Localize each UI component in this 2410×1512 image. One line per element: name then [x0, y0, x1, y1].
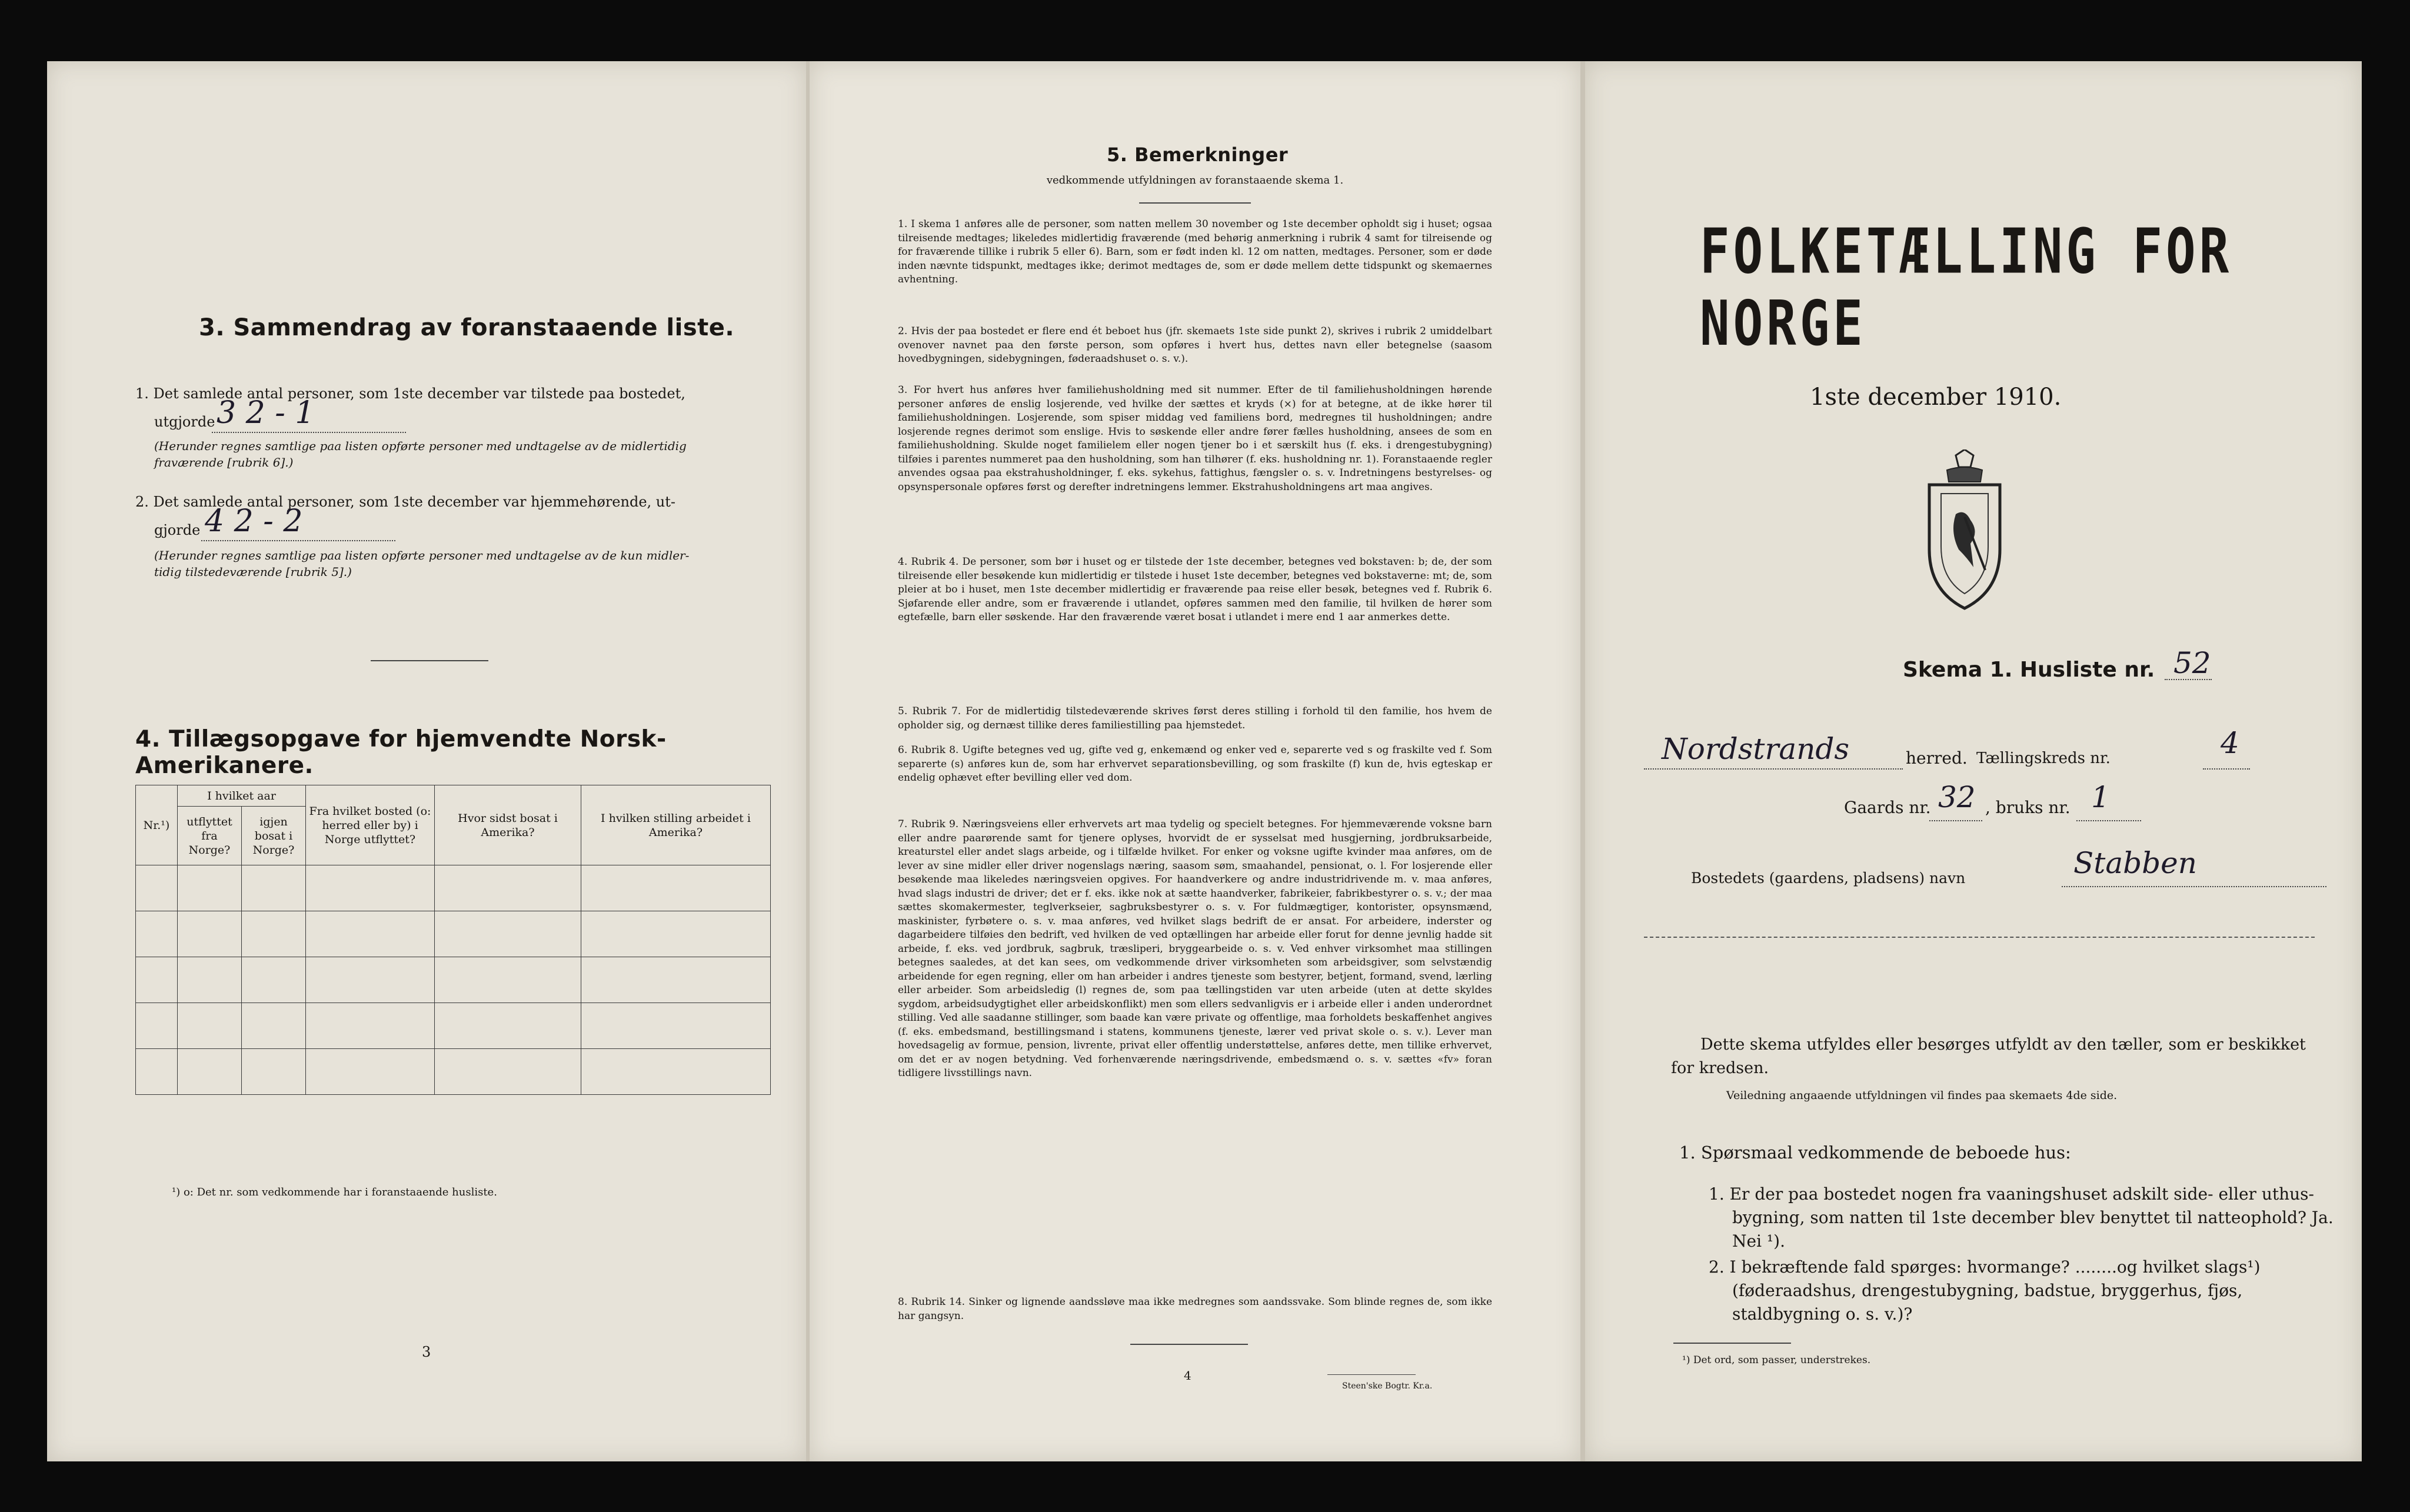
taellingskreds-label: Tællingskreds nr.	[1976, 750, 2111, 767]
remark-8: 8. Rubrik 14. Sinker og lignende aandssløve maa ikke medregnes som aandssvake. Som blinde regnes de, som ikke har gangsyn.	[898, 1296, 1492, 1322]
summary-item2-note2: tidig tilstedeværende [rubrik 5].)	[154, 565, 352, 579]
section4-title: 4. Tillægsopgave for hjemvendte Norsk-Amerikanere.	[135, 726, 667, 779]
gaards-line	[1929, 820, 1982, 821]
summary-item1-prefix: utgjorde	[154, 414, 215, 430]
summary-item1-note2: fraværende [rubrik 6].)	[154, 455, 294, 469]
summary-item1-note: (Herunder regnes samtlige paa listen opførte personer med undtagelse av de midlertidig	[154, 439, 687, 453]
cut-line	[1644, 937, 2315, 938]
remark-5: 5. Rubrik 7. For de midlertidig tilstedeværende skrives først deres stilling i forhold til den familie, hos hvem de opholder sig, og dernæst tillike deres familiestilling paa hjemstedet.	[898, 705, 1492, 731]
remark-7: 7. Rubrik 9. Næringsveiens eller erhvervets art maa tydelig og specielt betegnes. For hjemmeværende voksne barn eller andre paarørende samt for tjenere oplyses, hvorvidt de er sysselsat med husgjerning, jordbruksarbeide, kreaturstel eller andet slags arbeide, og i tilfælde hvilket. For enker og voksne ugifte kvinder maa anføres, om de lever av sine midler eller driver nogenslags næring, saasom søm, smaahandel, pensionat, o. l. For losjerende eller besøkende maa likeledes næringsveien opgives. For haandverkere og andre industridrivende m. v. maa anføres, hvad slags industri de driver; det er f. eks. ikke nok at sætte haandverker, fabrikeier, fabrikbestyrer o. s. v.; der maa sættes skomakermester, teglverkseier, sagbruksbestyrer o. s. v. For fuldmægtiger, kontorister, opsynsmænd, maskinister, fyrbøtere o. s. v. maa anføres, ved hvilket slags bedrift de er ansat. For arbeidere, inderster og dagarbeidere tilføies den bedrift, ved hvilken de ved optællingen har arbeide eller forut for denne jevnlig hadde sit arbeide, f. eks. ved jordbruk, sagbruk, træsliperi, bryggearbeide o. s. v. Ved enhver virksomhet maa stillingen betegnes saaledes, at det kan sees, om vedkommende driver virksomheten som arbeidsgiver, som selvstændig arbeidende for egen regning, eller om han arbeider i andres tjeneste som bestyrer, betjent, formand, svend, lærling eller arbeider. Som arbeidsledig (l) regnes de, som paa tællingstiden var uten arbeide (uten at dette skyldes sygdom, arbeidsudygtighet eller arbeidskonflikt) men som ellers sedvanligvis er i arbeide eller i anden underordnet stilling. Ved alle saadanne stillinger, som baade kan være private og offentlige, maa forholdets beskaffenhet angives (f. eks. embedsmand, bestillingsmand i statens, kommunens tjeneste, lærer ved privat skole o. s. v.). Lever man hovedsagelig av formue, pension, livrente, privat eller offentlig understøttelse, anføres dette, men tillike erhvervet, om det er av nogen betydning. Ved forhenværende næringsdrivende, embedsmænd o. s. v. sættes «fv» foran tidligere livsstillings navn.	[898, 818, 1492, 1079]
printer-imprint: Steen'ske Bogtr. Kr.a.	[1342, 1381, 1433, 1391]
taellingskreds-value: 4	[2221, 726, 2239, 760]
remark-4: 4. Rubrik 4. De personer, som bør i huset og er tilstede der 1ste december, betegnes ved bokstaven: b; de, der som tilreisende eller besøkende kun midlertidig er tilstede i huset 1ste december, betegnes ved bokstaverne: mt; de, som pleier at bo i huset, men 1ste december midlertidig er fraværende paa reise eller besøk, betegnes ved f. Rubrik 6. Sjøfarende eller andre, som er fraværende i utlandet, opføres sammen med den familie, til hvilken de hører som egtefælle, barn eller søskende. Har den fraværende været bosat i utlandet i mere end 1 aar anmerkes dette.	[898, 556, 1492, 623]
col-nr: Nr.¹)	[136, 785, 178, 865]
item1-fill-line	[212, 432, 406, 433]
husliste-line	[2165, 679, 2212, 680]
bruks-line	[2076, 820, 2141, 821]
summary-item1-line: 1. Det samlede antal personer, som 1ste december var tilstede paa bostedet,	[135, 385, 685, 402]
remark-1: 1. I skema 1 anføres alle de personer, som natten mellem 30 november og 1ste december opholdt sig i huset; ogsaa tilreisende medtages; likeledes midlertidig fraværende (med behørig anmerkning i rubrik 4 samt for tilreisende og for fraværende tillike i rubrik 5 eller 6). Barn, som er født inden kl. 12 om natten, medtages. Personer, som er døde inden nævnte tidspunkt, medtages ikke; derimot medtages de, som er døde mellem dette tidspunkt og skemaernes avhentning.	[898, 218, 1492, 285]
table-row	[136, 1049, 771, 1095]
gaards-value: 32	[1938, 780, 1976, 814]
herred-line	[1644, 768, 1903, 770]
bruks-label: , bruks nr.	[1985, 798, 2071, 817]
census-date: 1ste december 1910.	[1810, 384, 2062, 411]
table-row	[136, 911, 771, 957]
summary-item2-handwritten-value: 4 2 - 2	[205, 504, 303, 539]
bosted-value: Stabben	[2073, 846, 2197, 880]
questions-header: 1. Spørsmaal vedkommende de beboede hus:	[1679, 1143, 2071, 1163]
section3-title: 3. Sammendrag av foranstaaende liste.	[199, 314, 735, 341]
left-page	[47, 61, 806, 1461]
right-page	[1585, 61, 2362, 1461]
remarks-title: 5. Bemerkninger	[1107, 144, 1289, 166]
section-divider	[371, 660, 488, 661]
instruction-hint: Veiledning angaaende utfyldningen vil findes paa skemaets 4de side.	[1726, 1089, 2118, 1102]
table-row	[136, 957, 771, 1003]
norsk-amerikanere-table	[135, 785, 771, 1095]
footnote-divider	[1673, 1343, 1791, 1344]
page-fold-right	[1580, 61, 1585, 1461]
coat-of-arms-icon	[1915, 449, 2015, 614]
col-last-residence: Hvor sidst bosat i Amerika?	[435, 785, 581, 865]
remark-6: 6. Rubrik 8. Ugifte betegnes ved ug, gifte ved g, enkemænd og enker ved e, separerte ved s og fraskilte ved f. Som separerte (s) anføres kun de, som har erhvervet separationsbevilling, og som fraskilte (f) kun de, hvis egteskap er endelig ophævet efter bevilling eller ved dom.	[898, 744, 1492, 784]
summary-item2-line: 2. Det samlede antal personer, som 1ste december var hjemmehørende, ut-	[135, 494, 675, 510]
husliste-number: 52	[2173, 646, 2211, 680]
census-title: FOLKETÆLLING FOR NORGE	[1700, 215, 2233, 359]
bosted-line	[2062, 886, 2326, 887]
footnote: ¹) Det ord, som passer, understrekes.	[1682, 1354, 1871, 1366]
bosted-label: Bostedets (gaardens, pladsens) navn	[1691, 870, 1966, 887]
remark-2: 2. Hvis der paa bostedet er flere end ét beboet hus (jfr. skemaets 1ste side punkt 2), skrives i rubrik 2 umiddelbart ovenover navnet paa den første person, som opføres i hvert hus, dettes navn eller betegnelse (saasom hovedbygningen, sidebygningen, føderaadshuset o. s. v.).	[898, 325, 1492, 365]
col-occupation: I hvilken stilling arbeidet i Amerika?	[581, 785, 771, 865]
item2-fill-line	[201, 540, 395, 541]
summary-item1-handwritten-value: 3 2 - 1	[217, 395, 315, 431]
page-number-3: 3	[422, 1344, 431, 1360]
table-row	[136, 1003, 771, 1049]
question-1: 1. Er der paa bostedet nogen fra vaaningshuset adskilt side- eller uthus-bygning, som natten til 1ste december blev benyttet til natteophold? Ja. Nei ¹).	[1709, 1184, 2334, 1251]
herred-label: herred.	[1906, 748, 1968, 768]
col-group-year: I hvilket aar	[178, 785, 306, 807]
taellingskreds-line	[2203, 768, 2250, 770]
col-emigrated: utflyttet fra Norge?	[178, 807, 242, 865]
skema-label: Skema 1. Husliste nr.	[1903, 658, 2155, 682]
question-2: 2. I bekræftende fald spørges: hvormange? ........og hvilket slags¹) (føderaadshus, drengestubygning, badstue, bryggerhus, fjøs, staldbygning o. s. v.)?	[1709, 1257, 2261, 1324]
herred-value: Nordstrands	[1662, 732, 1850, 766]
printer-rule	[1327, 1374, 1416, 1375]
col-returned: igjen bosat i Norge?	[242, 807, 306, 865]
remark-3: 3. For hvert hus anføres hver familiehusholdning med sit nummer. Efter de til familiehusholdningen hørende personer anføres de enslig losjerende, ved hvilke der sættes et kryds (×) for at betegne, at de ikke hører til familiehusholdningen. Losjerende, som spiser middag ved familiens bord, medregnes til husholdningen; andre losjerende regnes derimot som enslige. Hvis to søskende eller andre fører fælles husholdning, ansees de som en familiehusholdning. Skulde noget familielem eller nogen tjener bo i et særskilt hus (f. eks. i drengestubygning) tilføies i parentes nummeret paa den husholdning, som han tilhører (f. eks. husholdning nr. 1). Foranstaaende regler anvendes ogsaa paa ekstrahusholdninger, f. eks. sykehus, fattighus, fængsler o. s. v. Indretningens bestyrelses- og opsynspersonale opføres først og derefter indretningens lemmer. Ekstrahusholdningens art maa angives.	[898, 384, 1492, 493]
col-from-place: Fra hvilket bosted (o: herred eller by) i Norge utflyttet?	[306, 785, 435, 865]
table-footnote: ¹) o: Det nr. som vedkommende har i foranstaaende husliste.	[172, 1186, 497, 1198]
instruction-text: Dette skema utfyldes eller besørges utfyldt av den tæller, som er beskikket for kredsen.	[1671, 1035, 2306, 1077]
summary-item2-prefix: gjorde	[154, 522, 201, 538]
table-row	[136, 865, 771, 911]
remarks-subtitle: vedkommende utfyldningen av foranstaaende skema 1.	[1046, 174, 1344, 186]
title-divider	[1139, 202, 1251, 204]
page-number-4: 4	[1184, 1368, 1191, 1383]
gaards-label: Gaards nr.	[1844, 798, 1931, 817]
bruks-value: 1	[2091, 780, 2110, 814]
summary-item2-note: (Herunder regnes samtlige paa listen opførte personer med undtagelse av de kun midler-	[154, 548, 690, 562]
bottom-divider	[1130, 1344, 1248, 1345]
middle-page	[810, 61, 1580, 1461]
